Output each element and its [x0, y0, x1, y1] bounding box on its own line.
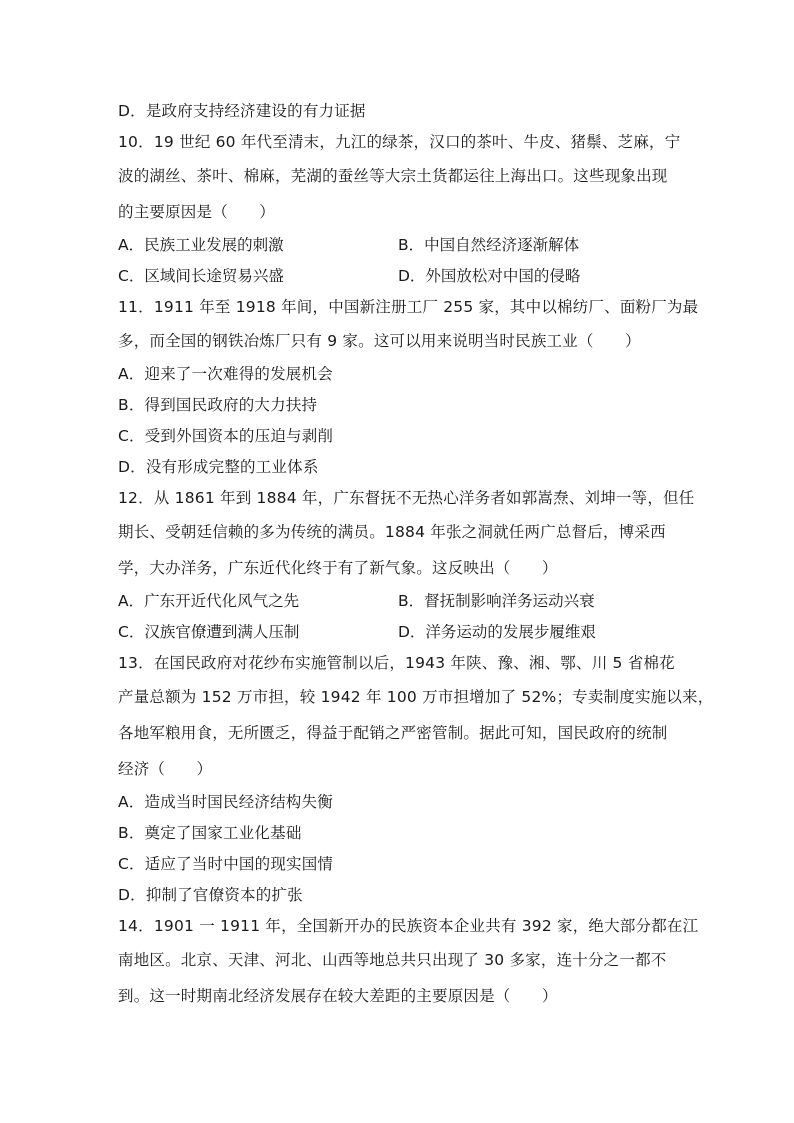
- question-13: [118, 648, 714, 911]
- q14-stem-line-1: 14．1901 一 1911 年，全国新开办的民族资本企业共有 392 家，绝大部分都在江: [118, 917, 699, 935]
- q11-stem-line-2: 多，而全国的钢铁冶炼厂只有 9 家。这可以用来说明当时民族工业（ ）: [118, 332, 641, 350]
- q13-option-a[interactable]: A．造成当时国民经济结构失衡: [118, 793, 333, 811]
- q10-option-d[interactable]: D．外国放松对中国的侵略: [398, 267, 581, 285]
- q13-stem-line-1: 13．在国民政府对花纱布实施管制以后，1943 年陕、豫、湘、鄂、川 5 省棉花: [118, 654, 675, 672]
- question-12: [118, 483, 695, 648]
- q12-option-b[interactable]: B．督抚制影响洋务运动兴衰: [398, 592, 595, 610]
- q13-stem-line-4: 经济（ ）: [118, 760, 213, 778]
- q10-stem-line-3: 的主要原因是（ ）: [118, 203, 276, 221]
- q9-option-d: D．是政府支持经济建设的有力证据: [118, 102, 366, 120]
- q13-option-d[interactable]: D．抑制了官僚资本的扩张: [118, 886, 303, 904]
- q12-option-c[interactable]: C．汉族官僚遭到满人压制: [118, 623, 300, 641]
- question-14: [118, 911, 699, 1014]
- q12-options-row-2: [118, 617, 678, 648]
- q10-option-a[interactable]: A．民族工业发展的刺激: [118, 236, 284, 254]
- q11-stem-line-1: 11．1911 年至 1918 年间，中国新注册工厂 255 家，其中以棉纺厂、面粉厂为最: [118, 298, 699, 316]
- exam-page: [118, 96, 714, 1014]
- q10-stem-line-2: 波的湖丝、茶叶、棉麻，芜湖的蚕丝等大宗土货都运往上海出口。这些现象出现: [118, 167, 668, 185]
- q10-stem-line-1: 10．19 世纪 60 年代至清末，九江的绿茶，汉口的茶叶、牛皮、猪鬃、芝麻，宁: [118, 133, 681, 151]
- q12-option-d[interactable]: D．洋务运动的发展步履维艰: [398, 623, 596, 641]
- q13-stem-line-2: 产量总额为 152 万市担，较 1942 年 100 万市担增加了 52%；专卖制度实施以来，: [118, 688, 714, 706]
- q14-stem-line-3: 到。这一时期南北经济发展存在较大差距的主要原因是（ ）: [118, 987, 558, 1005]
- q10-option-c[interactable]: C．区域间长途贸易兴盛: [118, 267, 284, 285]
- q10-option-b[interactable]: B．中国自然经济逐渐解体: [398, 236, 580, 254]
- q11-option-d[interactable]: D．没有形成完整的工业体系: [118, 458, 319, 476]
- question-11: [118, 292, 699, 483]
- q14-stem-line-2: 南地区。北京、天津、河北、山西等地总共只出现了 30 多家，连十分之一都不: [118, 951, 667, 969]
- q11-option-b[interactable]: B．得到国民政府的大力扶持: [118, 396, 318, 414]
- q13-option-b[interactable]: B．奠定了国家工业化基础: [118, 824, 302, 842]
- q10-options-row-1: [118, 230, 678, 261]
- q11-option-c[interactable]: C．受到外国资本的压迫与剥削: [118, 427, 334, 445]
- q12-option-a[interactable]: A．广东开近代化风气之先: [118, 592, 300, 610]
- q11-option-a[interactable]: A．迎来了一次难得的发展机会: [118, 365, 333, 383]
- q13-stem-line-3: 各地军粮用食，无所匮乏，得益于配销之严密管制。据此可知，国民政府的统制: [118, 724, 668, 742]
- q12-stem-line-3: 学，大办洋务，广东近代化终于有了新气象。这反映出（ ）: [118, 559, 558, 577]
- q12-options-row-1: [118, 586, 678, 617]
- q12-stem-line-2: 期长、受朝廷信赖的多为传统的满员。1884 年张之洞就任两广总督后，博采西: [118, 523, 666, 541]
- q12-stem-line-1: 12．从 1861 年到 1884 年，广东督抚不无热心洋务者如郭嵩焘、刘坤一等，但任: [118, 489, 695, 507]
- q13-option-c[interactable]: C．适应了当时中国的现实国情: [118, 855, 334, 873]
- q10-options-row-2: [118, 261, 678, 292]
- question-10: [118, 127, 681, 292]
